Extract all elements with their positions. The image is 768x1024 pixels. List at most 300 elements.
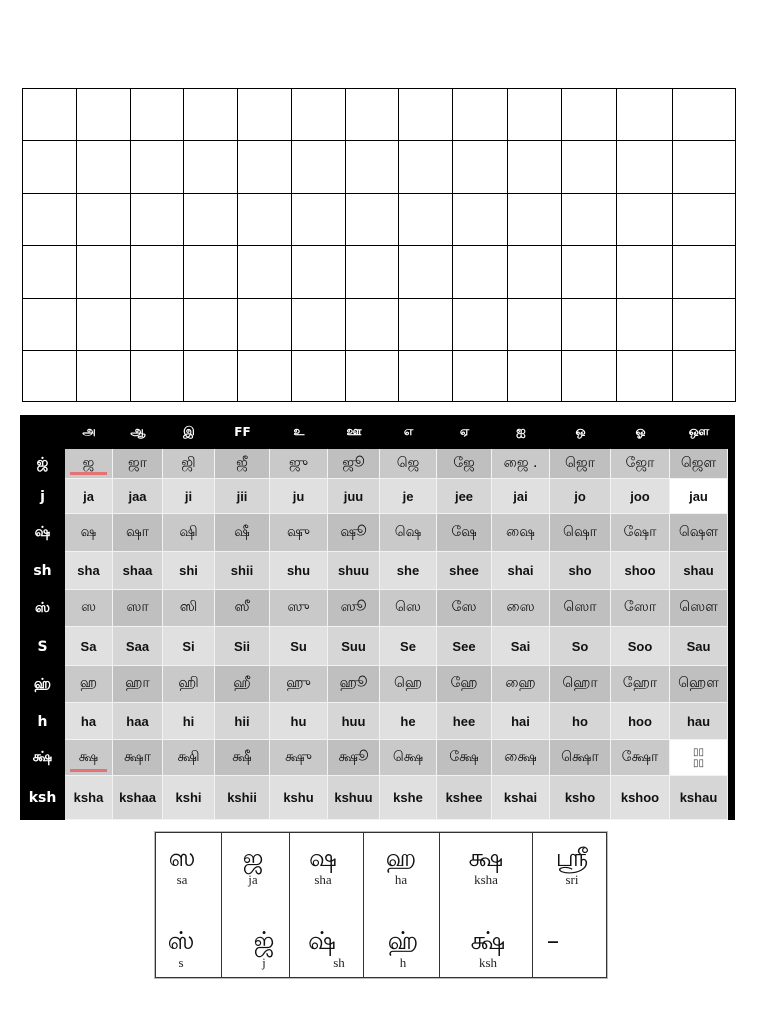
transliteration-text: Se: [400, 638, 416, 654]
letter-cell: [65, 514, 113, 552]
summary-glyph: ஜ: [242, 843, 264, 872]
practice-grid-cell: [238, 299, 292, 351]
letter-text: ஸௌ: [679, 599, 718, 615]
practice-grid-cell: [346, 351, 399, 402]
transliteration-cell: [163, 479, 215, 514]
practice-grid-cell: [562, 246, 617, 299]
letter-text: ஹே: [450, 675, 478, 691]
transliteration-cell: [670, 627, 728, 666]
letter-cell: [437, 740, 492, 776]
transliteration-text: kshaa: [119, 790, 156, 805]
transliteration-cell: [270, 552, 328, 590]
summary-column: [440, 833, 533, 977]
transliteration-text: shaa: [122, 563, 153, 578]
practice-grid-cell: [23, 141, 77, 194]
letter-text: ஷொ: [563, 523, 597, 540]
transliteration-text: See: [452, 638, 476, 654]
practice-grid-cell: [399, 141, 453, 194]
practice-grid-cell: [184, 89, 238, 141]
letter-cell: [670, 590, 728, 627]
transliteration-text: ho: [572, 713, 588, 729]
transliteration-text: kshai: [503, 790, 538, 805]
transliteration-cell: [65, 627, 113, 666]
letter-text: ஷே: [451, 523, 477, 540]
letter-text: ஹெ: [393, 675, 423, 691]
letter-cell: [65, 666, 113, 703]
practice-grid-cell: [508, 351, 562, 402]
practice-grid-cell: [184, 299, 238, 351]
practice-grid-cell: [346, 141, 399, 194]
transliteration-text: kshau: [679, 790, 718, 805]
consonant-summary-table: [155, 832, 607, 978]
practice-grid-cell: [617, 141, 673, 194]
practice-grid-cell: [23, 351, 77, 402]
vowel-header: ஐ: [516, 424, 526, 438]
practice-grid-cell: [673, 246, 736, 299]
transliteration-cell: [670, 776, 728, 820]
transliteration-cell: [611, 627, 670, 666]
summary-transliteration: ha: [394, 872, 408, 887]
practice-grid-cell: [508, 246, 562, 299]
practice-grid-cell: [238, 246, 292, 299]
transliteration-text: juu: [343, 488, 364, 504]
transliteration-cell: [380, 627, 437, 666]
transliteration-text: ha: [80, 713, 97, 729]
practice-grid-cell: [673, 351, 736, 402]
transliteration-cell: [163, 703, 215, 740]
practice-grid-cell: [673, 89, 736, 141]
transliteration-text: jaa: [128, 488, 147, 504]
transliteration-text: joo: [630, 488, 650, 504]
transliteration-cell: [328, 479, 380, 514]
letter-text: ஸே: [451, 599, 477, 615]
vowel-header: அ: [82, 424, 96, 438]
transliteration-text: kshu: [283, 790, 314, 805]
consonant-row-label: ஷ்: [34, 524, 51, 540]
letter-text: க்ஷே: [449, 748, 479, 765]
practice-grid-cell: [23, 194, 77, 246]
practice-grid-cell: [131, 351, 184, 402]
letter-cell: [328, 514, 380, 552]
transliteration-text: hu: [290, 713, 307, 729]
letter-text: ஜா: [128, 454, 147, 471]
practice-grid-cell: [292, 194, 346, 246]
practice-grid-cell: [292, 89, 346, 141]
practice-grid-cell: [77, 246, 131, 299]
transliteration-cell: [215, 479, 270, 514]
transliteration-cell: [437, 627, 492, 666]
letter-cell: [611, 449, 670, 479]
practice-grid-cell: [238, 141, 292, 194]
letter-cell: [328, 449, 380, 479]
practice-grid-cell: [238, 194, 292, 246]
transliteration-cell: [328, 552, 380, 590]
transliteration-cell: [163, 776, 215, 820]
practice-grid-cell: [346, 194, 399, 246]
transliteration-text: shu: [286, 563, 311, 578]
letter-text: க்ஷீ: [232, 748, 252, 765]
letter-text: ஸெ: [395, 599, 421, 615]
letter-text: ஜ: [82, 454, 95, 471]
letter-cell: [113, 590, 163, 627]
letter-text: ஷை: [506, 523, 535, 540]
letter-cell: [437, 590, 492, 627]
letter-cell: [270, 666, 328, 703]
summary-entry: [386, 843, 417, 887]
letter-cell: [380, 666, 437, 703]
letter-cell: [611, 666, 670, 703]
letter-text: க்ஷூ: [338, 748, 369, 765]
transliteration-cell: [380, 552, 437, 590]
transliteration-text: he: [400, 713, 416, 729]
letter-cell: [492, 449, 550, 479]
letter-cell: [215, 590, 270, 627]
practice-grid-cell: [184, 351, 238, 402]
summary-transliteration: ja: [248, 872, 258, 887]
practice-grid-cell: [399, 299, 453, 351]
summary-transliteration: sri: [565, 872, 579, 887]
letter-cell: [380, 449, 437, 479]
transliteration-text: ja: [83, 488, 94, 504]
transliteration-cell: [437, 703, 492, 740]
transliteration-text: Saa: [125, 638, 150, 654]
letter-text: ஹி: [178, 675, 199, 691]
letter-text: ஹீ: [233, 675, 251, 691]
grantha-letter-chart: [20, 415, 735, 820]
letter-cell: [437, 514, 492, 552]
transliteration-row-label: h: [37, 713, 48, 730]
consonant-row-label: ஹ்: [33, 675, 52, 692]
letter-cell: [328, 590, 380, 627]
letter-cell: [163, 740, 215, 776]
letter-cell: [113, 740, 163, 776]
summary-glyph: க்ஷ: [468, 843, 504, 872]
summary-glyph: –: [546, 926, 560, 955]
transliteration-cell: [492, 479, 550, 514]
transliteration-cell: [270, 703, 328, 740]
practice-grid-cell: [617, 246, 673, 299]
practice-grid-cell: [131, 141, 184, 194]
letter-cell: [492, 590, 550, 627]
practice-grid-cell: [562, 299, 617, 351]
transliteration-text: hee: [452, 713, 476, 729]
letter-cell: [611, 514, 670, 552]
practice-grid-cell: [23, 299, 77, 351]
letter-cell: [492, 514, 550, 552]
transliteration-text: ksha: [73, 790, 104, 805]
letter-text: ஜொ: [565, 454, 595, 471]
practice-grid-cell: [77, 351, 131, 402]
letter-cell: [113, 449, 163, 479]
transliteration-cell: [550, 479, 611, 514]
summary-entry: [547, 926, 560, 956]
letter-cell: [215, 666, 270, 703]
summary-entry: [309, 843, 337, 887]
letter-text: ஸை: [506, 599, 535, 615]
summary-glyph: ஸ: [168, 843, 196, 872]
letter-cell: [437, 449, 492, 479]
letter-text: ஹொ: [562, 675, 598, 691]
transliteration-text: shai: [507, 563, 534, 578]
practice-grid-cell: [562, 194, 617, 246]
transliteration-text: shuu: [337, 563, 370, 578]
transliteration-text: Soo: [627, 638, 653, 654]
summary-glyph: ஷ: [309, 843, 337, 872]
summary-entry: [243, 843, 264, 887]
letter-text: ஜௌ: [680, 454, 717, 471]
summary-transliteration: h: [399, 955, 407, 970]
transliteration-text: Sai: [510, 638, 531, 654]
summary-transliteration: ksh: [478, 955, 498, 970]
practice-grid-cell: [673, 299, 736, 351]
transliteration-cell: [492, 776, 550, 820]
transliteration-text: ksho: [564, 790, 596, 805]
summary-transliteration: j: [262, 955, 266, 970]
transliteration-cell: [328, 776, 380, 820]
summary-transliteration: sha: [314, 872, 332, 887]
practice-grid-cell: [673, 194, 736, 246]
transliteration-cell: [113, 627, 163, 666]
transliteration-text: sho: [568, 563, 592, 578]
practice-grid-cell: [292, 246, 346, 299]
transliteration-cell: [328, 703, 380, 740]
transliteration-cell: [437, 479, 492, 514]
letter-cell: [270, 514, 328, 552]
transliteration-cell: [163, 552, 215, 590]
letter-text: ஸு: [287, 599, 310, 615]
summary-glyph: ஸ்ரீ: [555, 843, 589, 872]
letter-text: க்ஷொ: [561, 748, 599, 765]
letter-text: ஜு: [289, 454, 308, 471]
practice-grid-cell: [562, 89, 617, 141]
letter-text: ஷி: [179, 523, 198, 540]
letter-cell: [270, 740, 328, 776]
transliteration-text: she: [396, 563, 420, 578]
transliteration-row-label: S: [37, 638, 48, 655]
letter-cell: [611, 740, 670, 776]
transliteration-cell: [437, 776, 492, 820]
letter-text: ஹு: [286, 675, 311, 691]
practice-grid-cell: [562, 351, 617, 402]
letter-text: ஹௌ: [678, 675, 719, 691]
letter-cell: [492, 666, 550, 703]
letter-text: க்ஷு: [285, 748, 312, 765]
transliteration-text: shee: [449, 563, 479, 578]
transliteration-text: haa: [126, 713, 149, 729]
transliteration-text: ju: [292, 488, 305, 504]
letter-cell: [380, 514, 437, 552]
consonant-row-label: ஸ்: [34, 599, 51, 616]
practice-grid-cell: [617, 351, 673, 402]
transliteration-text: kshuu: [334, 790, 373, 805]
letter-text: ஜி: [181, 454, 196, 471]
practice-grid-cell: [131, 194, 184, 246]
letter-text: ஷெ: [394, 523, 422, 540]
letter-cell: [163, 590, 215, 627]
transliteration-text: jai: [513, 488, 528, 504]
transliteration-cell: [113, 703, 163, 740]
practice-grid: [22, 88, 736, 402]
practice-grid-cell: [184, 194, 238, 246]
transliteration-cell: [163, 627, 215, 666]
summary-entry: [556, 843, 589, 887]
vowel-header: ஔ: [688, 424, 710, 438]
transliteration-text: hoo: [628, 713, 652, 729]
letter-cell: [492, 740, 550, 776]
practice-grid-cell: [292, 299, 346, 351]
letter-text: ஷீ: [234, 523, 250, 540]
transliteration-cell: [380, 776, 437, 820]
letter-cell: [550, 590, 611, 627]
vowel-header: உ: [293, 424, 305, 438]
letter-cell: [163, 449, 215, 479]
transliteration-cell: [270, 479, 328, 514]
transliteration-cell: [611, 776, 670, 820]
transliteration-text: ji: [184, 488, 193, 504]
practice-grid-cell: [617, 194, 673, 246]
letter-text: ஷோ: [623, 523, 657, 540]
letter-cell: [380, 590, 437, 627]
letter-text: ஹா: [125, 675, 150, 691]
letter-text: ஸ: [80, 599, 97, 615]
letter-cell: [65, 740, 113, 776]
practice-grid-cell: [508, 299, 562, 351]
letter-text: ஜெ: [396, 454, 420, 471]
transliteration-cell: [380, 703, 437, 740]
letter-text: ஹை: [505, 675, 536, 691]
practice-grid-cell: [673, 141, 736, 194]
summary-entry: [254, 926, 275, 970]
transliteration-text: hii: [234, 713, 250, 729]
letter-cell: [215, 740, 270, 776]
transliteration-text: sha: [77, 563, 100, 578]
practice-grid-cell: [453, 194, 508, 246]
letter-cell: [65, 449, 113, 479]
practice-grid-cell: [77, 89, 131, 141]
letter-cell: [437, 666, 492, 703]
transliteration-text: jau: [689, 488, 708, 504]
letter-text: க்ஷி: [177, 748, 200, 765]
transliteration-cell: [65, 479, 113, 514]
transliteration-cell: [492, 552, 550, 590]
practice-grid-cell: [131, 299, 184, 351]
letter-cell: [328, 666, 380, 703]
letter-text: க்ஷெ: [392, 748, 424, 765]
letter-text: ஜீ: [236, 454, 248, 471]
transliteration-cell: [113, 479, 163, 514]
transliteration-text: Sa: [80, 638, 97, 654]
transliteration-cell: [65, 703, 113, 740]
summary-glyph: ஷ்: [308, 926, 336, 955]
transliteration-cell: [270, 776, 328, 820]
letter-text: ஹோ: [622, 675, 658, 691]
summary-glyph: ஹ: [385, 843, 417, 872]
practice-grid-cell: [508, 141, 562, 194]
practice-grid-cell: [23, 89, 77, 141]
letter-text: ▯▯ ▯▯: [692, 746, 704, 769]
vowel-header: FF: [234, 425, 251, 439]
summary-glyph: ஹ்: [387, 926, 419, 955]
transliteration-cell: [611, 552, 670, 590]
letter-cell: [670, 740, 728, 776]
vowel-header: ஓ: [635, 424, 646, 438]
letter-text: ஸொ: [563, 599, 597, 615]
practice-grid-cell: [23, 246, 77, 299]
transliteration-text: kshe: [393, 790, 423, 805]
practice-grid-cell: [399, 246, 453, 299]
practice-grid-cell: [292, 351, 346, 402]
letter-text: ஷா: [126, 523, 149, 540]
transliteration-text: Si: [182, 638, 195, 654]
practice-grid-cell: [131, 89, 184, 141]
summary-glyph: க்ஷ்: [470, 926, 506, 955]
summary-entry: [299, 926, 345, 970]
transliteration-cell: [611, 479, 670, 514]
letter-text: ஜோ: [625, 454, 655, 471]
transliteration-text: kshii: [227, 790, 257, 805]
transliteration-cell: [215, 703, 270, 740]
practice-grid-cell: [617, 89, 673, 141]
letter-cell: [550, 514, 611, 552]
vowel-header: ஆ: [130, 424, 146, 438]
letter-text: ஹ: [79, 675, 98, 691]
summary-column: [290, 833, 364, 977]
summary-entry: [469, 843, 504, 887]
chart-corner: [20, 415, 65, 449]
red-underline-mark: [70, 769, 107, 772]
letter-text: க்ஷா: [124, 748, 151, 765]
letter-cell: [65, 590, 113, 627]
transliteration-text: hi: [182, 713, 195, 729]
transliteration-cell: [550, 627, 611, 666]
practice-grid-cell: [238, 351, 292, 402]
transliteration-text: shi: [179, 563, 198, 578]
transliteration-text: jii: [236, 488, 248, 504]
summary-column: [533, 833, 608, 977]
transliteration-cell: [670, 552, 728, 590]
letter-text: ஸா: [126, 599, 149, 615]
transliteration-text: Suu: [341, 638, 366, 654]
transliteration-text: shau: [683, 563, 714, 578]
summary-transliteration: ksha: [474, 872, 498, 887]
letter-text: க்ஷ: [78, 748, 99, 765]
consonant-row-label: ஜ்: [36, 455, 49, 471]
practice-grid-cell: [399, 194, 453, 246]
letter-cell: [270, 449, 328, 479]
letter-cell: [113, 514, 163, 552]
summary-column: [156, 833, 222, 977]
transliteration-cell: [492, 703, 550, 740]
vowel-header: ஏ: [459, 424, 470, 438]
practice-grid-cell: [77, 194, 131, 246]
practice-grid-cell: [346, 299, 399, 351]
practice-grid-cell: [77, 299, 131, 351]
transliteration-cell: [270, 627, 328, 666]
practice-grid-cell: [131, 246, 184, 299]
letter-text: ஜை .: [503, 454, 538, 471]
summary-transliteration: sa: [176, 872, 188, 887]
transliteration-cell: [215, 552, 270, 590]
transliteration-cell: [65, 776, 113, 820]
transliteration-cell: [611, 703, 670, 740]
transliteration-cell: [380, 479, 437, 514]
practice-grid-cell: [508, 89, 562, 141]
summary-entry: [388, 926, 419, 970]
transliteration-text: kshee: [445, 790, 483, 805]
letter-cell: [670, 666, 728, 703]
transliteration-cell: [328, 627, 380, 666]
summary-transliteration: sh: [333, 955, 345, 970]
